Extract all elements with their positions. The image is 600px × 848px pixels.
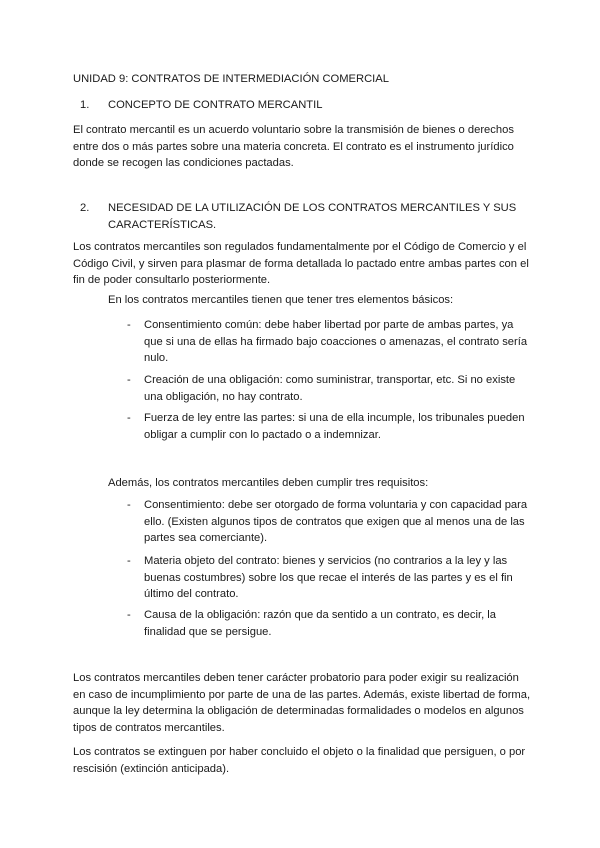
closing-paragraph-1: Los contratos mercantiles deben tener carácter probatorio para poder exigir su realización en caso de incumplimiento por parte de una de las partes. Además, existe libertad de forma, aunque la ley determina la obligación de determinadas formalidades o modelos en algunos tipos de contratos mercantiles. [73,672,531,734]
list-item-dash: - [127,609,131,621]
section-2-body: Los contratos mercantiles son regulados fundamentalmente por el Código de Comercio y el Código Civil, y sirven para plasmar de forma detallada lo pactado entre ambas partes con el fin de poder consultarlo posteriormente. [73,241,529,287]
section-2-heading: NECESIDAD DE LA UTILIZACIÓN DE LOS CONTRATOS MERCANTILES Y SUS CARACTERÍSTICAS. [108,202,517,231]
closing-paragraph-2: Los contratos se extinguen por haber concluido el objeto o la finalidad que persiguen, o por rescisión (extinción anticipada). [73,746,526,775]
list-item: Creación de una obligación: como suministrar, transportar, etc. Si no existe una obligación, no hay contrato. [144,374,516,403]
list-item: Consentimiento común: debe haber libertad por parte de ambas partes, ya que si una de ellas ha firmado bajo coacciones o amenazas, el contrato sería nulo. [144,319,528,365]
list-item-dash: - [127,499,131,511]
list-item: Materia objeto del contrato: bienes y servicios (no contrarios a la ley y las buenas costumbres) sobre los que recae el interés de las partes y es el fin último del contrato. [144,555,513,601]
list-item: Causa de la obligación: razón que da sentido a un contrato, es decir, la finalidad que se persigue. [144,609,497,638]
section-2-number: 2. [80,202,90,214]
list-item-dash: - [127,412,131,424]
list-item-dash: - [127,374,131,386]
elements-intro: En los contratos mercantiles tienen que tener tres elementos básicos: [108,294,454,306]
list-item: Fuerza de ley entre las partes: si una de ella incumple, los tribunales pueden obligar a cumplir con lo pactado o a indemnizar. [144,412,525,441]
section-1-heading: CONCEPTO DE CONTRATO MERCANTIL [108,99,323,111]
requirements-intro: Además, los contratos mercantiles deben cumplir tres requisitos: [108,477,429,489]
document-title: UNIDAD 9: CONTRATOS DE INTERMEDIACIÓN COMERCIAL [73,73,389,85]
list-item-dash: - [127,555,131,567]
list-item: Consentimiento: debe ser otorgado de forma voluntaria y con capacidad para ello. (Existen algunos tipos de contratos que exigen que al menos una de las partes sea comerciante). [144,499,528,545]
list-item-dash: - [127,319,131,331]
section-1-body: El contrato mercantil es un acuerdo voluntario sobre la transmisión de bienes o derechos entre dos o más partes sobre una materia concreta. El contrato es el instrumento jurídico donde se recogen las condiciones pactadas. [73,124,514,170]
section-1-number: 1. [80,99,90,111]
